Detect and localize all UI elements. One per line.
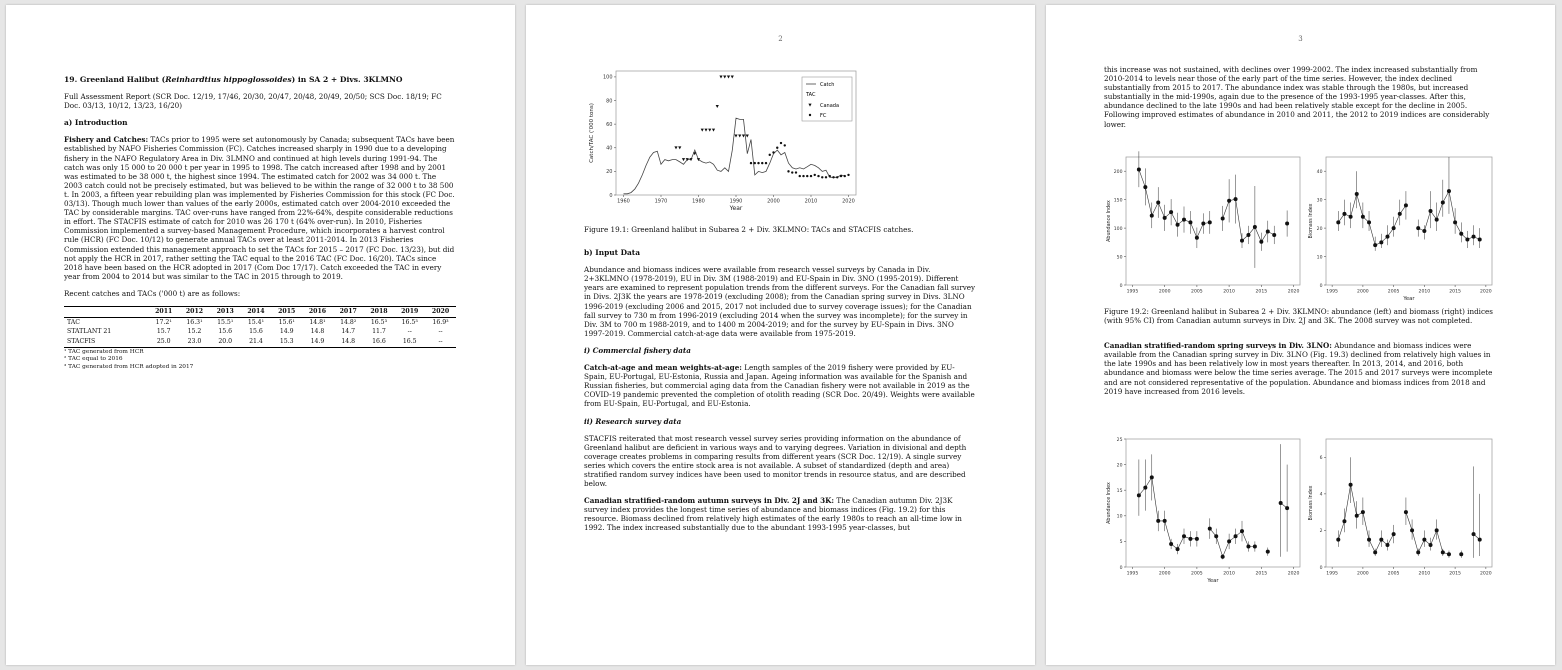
y-tick-label: 2 (1319, 529, 1323, 535)
index-point (1429, 543, 1433, 547)
index-point (1285, 222, 1289, 226)
table-cell: 15.2 (187, 328, 202, 336)
y-tick-label: 25 (1116, 437, 1123, 443)
fc-tac-marker (780, 142, 782, 144)
fc-tac-marker (829, 175, 831, 177)
y-tick-label: 60 (606, 121, 613, 128)
fc-tac-marker (772, 151, 774, 153)
table-cell: 16.5³ (401, 318, 418, 326)
fc-tac-marker (791, 171, 793, 173)
canada-tac-marker (716, 105, 719, 108)
y-tick-label: 10 (1116, 514, 1123, 520)
index-point (1472, 532, 1476, 536)
index-point (1156, 201, 1160, 205)
y-tick-label: 0 (1119, 283, 1123, 289)
y-tick-label: 20 (1116, 463, 1123, 469)
legend-tac-label: TAC (806, 92, 816, 98)
table-cell: 11.7 (372, 328, 386, 336)
table-cell: 15.5¹ (217, 318, 234, 326)
y-tick-label: 40 (1316, 170, 1323, 176)
table-row (64, 337, 456, 347)
introduction-heading: a) Introduction (64, 118, 128, 128)
x-tick-label: 1995 (1326, 571, 1338, 577)
table-cell: 14.7 (341, 328, 356, 336)
canada-tac-marker (734, 135, 737, 138)
index-point (1137, 168, 1141, 172)
table-cell: -- (438, 328, 443, 336)
table-cell: -- (407, 328, 412, 336)
table-cell: 16.9³ (432, 318, 449, 326)
index-point (1459, 232, 1463, 236)
y-tick-label: 5 (1119, 540, 1123, 546)
canada-tac-marker (678, 146, 681, 149)
x-tick-label: 1995 (1126, 289, 1139, 295)
index-point (1259, 240, 1263, 244)
index-point (1246, 233, 1250, 237)
table-header-cell: 2017 (333, 306, 364, 318)
abundance-chart-spring (1104, 433, 1304, 588)
y-axis-label: Biomass Index (1309, 203, 1314, 239)
y-axis-label: Biomass Index (1309, 485, 1314, 521)
y-tick-label: 4 (1319, 492, 1323, 498)
catch-series-line (624, 118, 845, 194)
table-cell: 14.8¹ (309, 318, 326, 326)
index-point (1176, 547, 1180, 551)
fc-tac-marker (754, 162, 756, 164)
y-tick-label: 0 (1119, 565, 1123, 571)
index-point (1441, 550, 1445, 554)
index-point (1342, 519, 1346, 523)
table-cell: 15.4¹ (247, 318, 265, 326)
index-point (1336, 538, 1340, 542)
table-cell: 14.8 (333, 337, 364, 347)
y-tick-label: 15 (1116, 489, 1123, 494)
y-tick-label: 100 (602, 74, 613, 81)
index-point (1441, 201, 1445, 205)
index-point (1447, 552, 1451, 556)
table-cell: 16.5³ (370, 318, 388, 326)
index-point (1342, 212, 1346, 216)
x-tick-label: 2015 (1449, 571, 1461, 577)
research-survey-paragraph: STACFIS reiterated that most research vessel survey series providing information on the abundance of Greenland halibut are deficient in various ways and to varying degrees. Variation in divisional and depth coverage creates problems in comparing results from different years (SCR Doc. 12/19). A single survey series which covers the entire stock area is not available. A subset of standardized (depth and area) stratified random survey indices have been used to monitor trends in resource status, and are described below. (584, 433, 967, 489)
canada-tac-marker (742, 135, 745, 138)
index-point (1367, 220, 1371, 224)
table-cell: 20.0 (210, 337, 241, 347)
table-cell: 14.9 (302, 337, 333, 347)
research-survey-heading: ii) Research survey data (584, 416, 682, 426)
figure-19-2-caption: Figure 19.2: Greenland halibut in Subarea 2 + Div. 3KLMNO: abundance (left) and biomass (right) indices (with 95% CI) from Canadian autumn surveys in Div. 2J and 3K. The 2008 survey was not completed. (1104, 307, 1493, 326)
table-row (64, 328, 456, 338)
table-cell: 15.6 (218, 328, 233, 336)
table-cell: 21.4 (241, 337, 272, 347)
index-point (1169, 210, 1173, 214)
x-tick-label: 2000 (1158, 571, 1171, 577)
plot-frame (1126, 157, 1300, 285)
fc-tac-marker (810, 175, 812, 177)
legend-catch-label: Catch (820, 82, 835, 88)
table-footnotes (64, 349, 456, 372)
index-point (1422, 538, 1426, 542)
fc-tac-marker (821, 176, 823, 178)
y-tick-label: 20 (606, 169, 613, 176)
index-point (1429, 209, 1433, 213)
index-point (1398, 212, 1402, 216)
plot-frame (1326, 157, 1492, 285)
table-cell: 23.0 (179, 337, 210, 347)
table-cell: 16.6 (364, 337, 395, 347)
index-point (1214, 534, 1218, 538)
x-tick-label: 2010 (1223, 571, 1235, 577)
index-point (1234, 534, 1238, 538)
document-page-3 (1046, 5, 1555, 665)
index-point (1253, 545, 1257, 549)
table-header-row (64, 306, 456, 318)
fc-tac-marker (836, 176, 838, 178)
fc-tac-marker (795, 171, 797, 173)
y-axis-label: Catch/TAC ('000 tons) (589, 103, 595, 163)
fishery-paragraph: Fishery and Catches: TACs prior to 1995 were set autonomously by Canada; subsequent TACs have been established by NAFO Fisheries Commission (FC). Catches increased sharply in 1990 due to a developing fishery in the NAFO Regulatory Area in Div. 3LMNO and continued at high levels during 1991-94. The catch was only 15 000 to 20 000 t per year in 1995 to 1998. The catch increased after 1998 and by 2001 was estimated to be 38 000 t, the highest since 1994. The estimated catch for 2002 was 34 000 t. The 2003 catch could not be precisely estimated, but was believed to be within the range of 32 000 t to 38 500 t. In 2003, a fifteen year rebuilding plan was implemented by Fisheries Commission for this stock (FC Doc. 03/13). Though much lower than values of the early 2000s, estimated catch over 2004-2010 exceeded the TAC by considerable margins. TAC over-runs have ranged from 22%-64%, despite considerable reductions in effort. The STACFIS estimate of catch for 2010 was 26 170 t (64% over-run). In 2010, Fisheries Commission implemented a survey-based Management Procedure, which incorporates a harvest control rule (HCR) (FC Doc. 10/12) to generate annual TACs over at least 2011-2014. In 2013 Fisheries Commission extended this management approach to set the TACs for 2015 – 2017 (FC Doc. 13/23), but did not apply the HCR in 2017, rather setting the TAC equal to the 2016 TAC (FC Doc. 16/20). TACs since 2018 have been based on the HCR adopted in 2017 (Com Doc 17/17). Catch exceeded the TAC in every year from 2004 to 2014 but was similar to the TAC in 2015 through to 2019. (64, 135, 455, 281)
index-point (1227, 539, 1231, 543)
canada-tac-marker (708, 129, 711, 132)
canada-tac-marker (704, 129, 707, 132)
y-tick-label: 0 (609, 192, 613, 199)
index-point (1182, 534, 1186, 538)
index-point (1373, 243, 1377, 247)
canada-tac-marker (674, 146, 677, 149)
page-3-mid-content (1104, 307, 1496, 404)
index-point (1379, 538, 1383, 542)
canada-tac-marker (682, 158, 685, 161)
index-series-line (1338, 485, 1479, 555)
biomass-chart-autumn (1306, 151, 1496, 301)
catch-at-age-paragraph: Catch-at-age and mean weights-at-age: Length samples of the 2019 fishery were provided by EU-Spain, EU-Portugal, EU-Estonia, Russia and Japan. Ageing information was available for the Spanish and Russian fisheries, but commercial aging data from the Canadian fishery were not available in 2019 as the COVID-19 pandemic prevented the completion of otolith reading (SCR Doc. 20/49). Weights were available from EU-Spain, EU-Portugal, and EU-Estonia. (584, 363, 975, 409)
index-point (1435, 528, 1439, 532)
recent-catches-caption: Recent catches and TACs ('000 t) are as follows: (64, 288, 241, 298)
legend-fc-swatch (809, 114, 811, 116)
index-point (1182, 218, 1186, 222)
fc-tac-marker (814, 174, 816, 176)
index-point (1227, 199, 1231, 203)
x-tick-label: 2000 (1357, 571, 1369, 577)
fc-tac-marker (799, 175, 801, 177)
fc-tac-marker (765, 162, 767, 164)
x-tick-label: 2005 (1191, 289, 1203, 295)
fc-tac-marker (769, 154, 771, 156)
fc-tac-marker (840, 175, 842, 177)
index-point (1349, 215, 1353, 219)
table-cell: 15.6 (249, 328, 263, 336)
table-cell: 14.8² (340, 318, 357, 326)
table-cell: 16.3¹ (186, 318, 203, 326)
canada-tac-marker (746, 135, 749, 138)
assessment-reference: Full Assessment Report (SCR Doc. 12/19, 17/46, 20/30, 20/47, 20/48, 20/49, 20/50; SCS Doc. 18/19; FC Doc. 03/13, 10/12, 13/23, 16/20) (64, 92, 442, 111)
autumn-survey-paragraph: Canadian stratified-random autumn surveys in Div. 2J and 3K: The Canadian autumn Div. 2J3K survey index provides the longest time series of abundance and biomass indices (Fig. 19.2) for this resource. Biomass declined from relatively high estimates of the early 1980s to reach an all-time low in 1992. The index increased substantially due to the abundant 1993-1995 year-classes, but (584, 496, 962, 533)
footnote: ² TAC equal to 2016 (64, 356, 123, 363)
index-point (1188, 537, 1192, 541)
table-cell: 17.2¹ (155, 318, 172, 326)
x-tick-label: 1995 (1326, 289, 1338, 295)
index-point (1272, 233, 1276, 237)
table-cell: 15.6¹ (278, 318, 295, 326)
index-point (1143, 486, 1147, 490)
index-point (1355, 192, 1359, 196)
fc-tac-marker (802, 175, 804, 177)
x-tick-label: 2020 (1287, 571, 1300, 577)
canada-tac-marker (712, 129, 715, 132)
x-tick-label: 2020 (1480, 571, 1492, 577)
spring-survey-paragraph: Canadian stratified-random spring surveys in Div. 3LNO: Abundance and biomass indices were available from the Canadian spring survey in Div. 3LNO (Fig. 19.3) declined from relatively high values in the late 1990s and has been relatively low in most years thereafter. In 2013, 2014, and 2016, both abundance and biomass were below the time series average. The 2015 and 2017 surveys were incomplete and are not considered representative of the population. Abundance and biomass indices from 2018 and 2019 have increased from 2016 levels. (1104, 341, 1493, 396)
table-cell: 15.7 (156, 328, 171, 336)
x-tick-label: 2000 (1158, 289, 1171, 295)
fc-tac-marker (847, 174, 849, 176)
x-tick-label: 1980 (692, 198, 705, 205)
index-point (1163, 216, 1167, 220)
index-point (1188, 220, 1192, 224)
index-point (1266, 230, 1270, 234)
x-axis-label: Year (1403, 296, 1415, 301)
row-label: STACFIS (64, 337, 148, 347)
index-point (1234, 197, 1238, 201)
table-header-cell: 2016 (302, 306, 333, 318)
table-cell: 15.3 (271, 337, 302, 347)
commercial-fishery-heading: i) Commercial fishery data (584, 345, 691, 355)
index-point (1373, 550, 1377, 554)
fc-tac-marker (817, 175, 819, 177)
plot-frame (1126, 439, 1300, 567)
index-point (1240, 529, 1244, 533)
index-point (1416, 550, 1420, 554)
x-tick-label: 1990 (729, 198, 743, 205)
index-point (1253, 225, 1257, 229)
index-point (1385, 235, 1389, 239)
table-header-cell: 2020 (425, 306, 456, 318)
table-header-cell: 2011 (148, 306, 179, 318)
index-point (1379, 240, 1383, 244)
figure-19-1-chart (584, 65, 864, 220)
row-label: STATLANT 21 (67, 328, 112, 336)
y-tick-label: 0 (1319, 283, 1323, 289)
index-point (1385, 543, 1389, 547)
y-tick-label: 40 (606, 145, 613, 152)
table-header-cell: 2012 (179, 306, 210, 318)
index-point (1404, 203, 1408, 207)
index-point (1336, 220, 1340, 224)
x-tick-label: 2020 (842, 198, 855, 205)
index-point (1201, 222, 1205, 226)
y-tick-label: 80 (606, 98, 613, 105)
page-number: 3 (1298, 35, 1303, 43)
fc-tac-marker (844, 175, 846, 177)
index-point (1465, 237, 1469, 241)
x-tick-label: 2005 (1191, 571, 1203, 577)
index-point (1453, 220, 1457, 224)
y-tick-label: 6 (1319, 456, 1323, 462)
index-point (1266, 550, 1270, 554)
index-point (1176, 223, 1180, 227)
index-point (1416, 226, 1420, 230)
index-point (1422, 229, 1426, 233)
fc-tac-marker (776, 147, 778, 149)
continued-paragraph: this increase was not sustained, with declines over 1999-2002. The index increased substantially from 2010-2014 to levels near those of the early part of the time series. However, the index declined substantially from 2015 to 2017. The abundance index was stable through the 1980s, but increased substantially in the mid-1990s, again due to the presence of the 1993-1995 year-classes. After this, abundance declined to the late 1990s and had been relatively stable except for the decline in 2005. Following improved estimates of abundance in 2010 and 2011, the 2012 to 2019 indices are considerably lower. (1104, 65, 1490, 129)
x-axis-label: Year (1207, 578, 1219, 584)
x-tick-label: 2000 (767, 198, 780, 205)
index-point (1355, 514, 1359, 518)
x-tick-label: 2005 (1387, 571, 1400, 577)
x-axis-label: Year (729, 205, 743, 212)
table-row (64, 318, 456, 328)
biomass-chart-spring (1306, 433, 1496, 588)
index-point (1221, 216, 1225, 220)
table-header-cell: 2015 (271, 306, 302, 318)
index-point (1163, 519, 1167, 523)
legend-fc-label: FC (820, 113, 827, 119)
x-tick-label: 2010 (1223, 289, 1235, 295)
x-tick-label: 2010 (1418, 571, 1431, 577)
canada-tac-marker (701, 129, 704, 132)
index-point (1221, 555, 1225, 559)
index-point (1208, 220, 1212, 224)
x-tick-label: 2010 (804, 198, 818, 205)
document-page-1 (6, 5, 515, 665)
y-tick-label: 50 (1116, 255, 1123, 261)
index-point (1478, 237, 1482, 241)
x-tick-label: 2010 (1418, 289, 1431, 295)
table-body (64, 318, 456, 348)
document-page-2 (526, 5, 1035, 665)
table-cell: 16.5 (394, 337, 425, 347)
fc-tac-marker (761, 162, 763, 164)
index-point (1392, 532, 1396, 536)
index-point (1349, 483, 1353, 487)
x-tick-label: 1995 (1126, 571, 1139, 577)
fc-tac-marker (784, 144, 786, 146)
index-point (1472, 235, 1476, 239)
table-header-cell: 2019 (394, 306, 425, 318)
fc-tac-marker (832, 176, 834, 178)
table-header-cell: 2013 (210, 306, 241, 318)
page-number: 2 (778, 35, 783, 43)
fc-tac-marker (757, 162, 759, 164)
index-point (1208, 527, 1212, 531)
fc-tac-marker (750, 162, 752, 164)
table-cell: 25.0 (148, 337, 179, 347)
canada-tac-marker (731, 76, 734, 79)
fc-tac-marker (825, 176, 827, 178)
x-tick-label: 2015 (1255, 289, 1268, 295)
index-point (1435, 218, 1439, 222)
figure-19-1-caption: Figure 19.1: Greenland halibut in Subarea 2 + Div. 3KLMNO: TACs and STACFIS catches. (584, 225, 914, 234)
plot-frame (1326, 439, 1492, 567)
index-point (1410, 528, 1414, 532)
canada-tac-marker (727, 76, 730, 79)
index-point (1143, 185, 1147, 189)
row-label: TAC (67, 318, 80, 326)
index-point (1367, 538, 1371, 542)
canada-tac-marker (738, 135, 741, 138)
index-point (1361, 510, 1365, 514)
index-point (1246, 545, 1250, 549)
table-header-cell: 2014 (241, 306, 272, 318)
page-3-top-content (1104, 65, 1496, 137)
table-cell: 14.9 (279, 328, 294, 336)
index-point (1285, 506, 1289, 510)
x-tick-label: 2020 (1480, 289, 1492, 295)
index-point (1478, 538, 1482, 542)
x-tick-label: 2000 (1357, 289, 1369, 295)
index-series-line (1139, 477, 1287, 556)
x-tick-label: 1970 (654, 198, 668, 205)
index-point (1169, 542, 1173, 546)
index-point (1361, 215, 1365, 219)
table-cell: 14.8 (310, 328, 325, 336)
index-point (1279, 501, 1283, 505)
table-cell: -- (425, 337, 456, 347)
index-point (1404, 510, 1408, 514)
y-tick-label: 100 (1113, 226, 1123, 232)
index-point (1392, 226, 1396, 230)
x-tick-label: 2020 (1287, 289, 1300, 295)
y-tick-label: 0 (1319, 565, 1323, 571)
footnote: ³ TAC generated from HCR adopted in 2017 (64, 363, 194, 370)
y-tick-label: 150 (1113, 198, 1123, 204)
y-axis-label: Abundance Index (1107, 482, 1112, 524)
index-point (1137, 493, 1141, 497)
index-point (1195, 537, 1199, 541)
index-point (1150, 214, 1154, 218)
x-tick-label: 2015 (1449, 289, 1461, 295)
y-tick-label: 10 (1316, 255, 1323, 261)
y-tick-label: 20 (1316, 226, 1323, 232)
page-2-content (584, 225, 976, 541)
page-1-content (64, 75, 456, 371)
index-point (1156, 519, 1160, 523)
index-point (1447, 189, 1451, 193)
footnote: ¹ TAC generated from HCR (64, 348, 144, 355)
x-tick-label: 2015 (1255, 571, 1268, 577)
table-header-cell: 2018 (364, 306, 395, 318)
fc-tac-marker (806, 175, 808, 177)
y-tick-label: 30 (1316, 198, 1323, 204)
canada-tac-marker (719, 76, 722, 79)
index-point (1195, 236, 1199, 240)
y-axis-label: Abundance Index (1107, 200, 1112, 242)
input-data-paragraph: Abundance and biomass indices were available from research vessel surveys by Canada in Div. 2+3KLMNO (1978-2019), EU in Div. 3M (1988-2019) and EU-Spain in Div. 3NO (1995-2019). Different years are examined to represent population trends from the different surveys. For the Canadian fall survey in Divs. 2J3K the years are 1978-2019 (excluding 2008); from the Canadian spring survey in Divs. 3LNO 1996-2019 (excluding 2006 and 2015, 2017 not included due to survey coverage issues); for the Canadian fall survey to 730 m from 1996-2019 (excluding 2014 when the survey was incomplete); for the survey in Div. 3M to 700 m 1988-2019, and to 1400 m 2004-2019; and for the survey by EU-Spain in Divs. 3NO 1997-2019. Commercial catch-at-age data were available from 1975-2019. (584, 265, 976, 338)
x-tick-label: 1960 (617, 198, 630, 205)
y-tick-label: 200 (1113, 170, 1123, 176)
index-point (1150, 475, 1154, 479)
section-title: 19. Greenland Halibut (Reinhardtius hippoglossoides) in SA 2 + Divs. 3KLMNO (64, 75, 403, 84)
x-tick-label: 2005 (1387, 289, 1400, 295)
catch-tac-table (64, 306, 456, 348)
index-point (1240, 239, 1244, 243)
fc-tac-marker (787, 170, 789, 172)
index-series-line (1139, 170, 1287, 242)
index-series-line (1338, 191, 1479, 245)
legend-canada-label: Canada (820, 103, 840, 109)
input-data-heading: b) Input Data (584, 248, 640, 258)
index-point (1459, 552, 1463, 556)
abundance-chart-autumn (1104, 151, 1304, 301)
canada-tac-marker (723, 76, 726, 79)
